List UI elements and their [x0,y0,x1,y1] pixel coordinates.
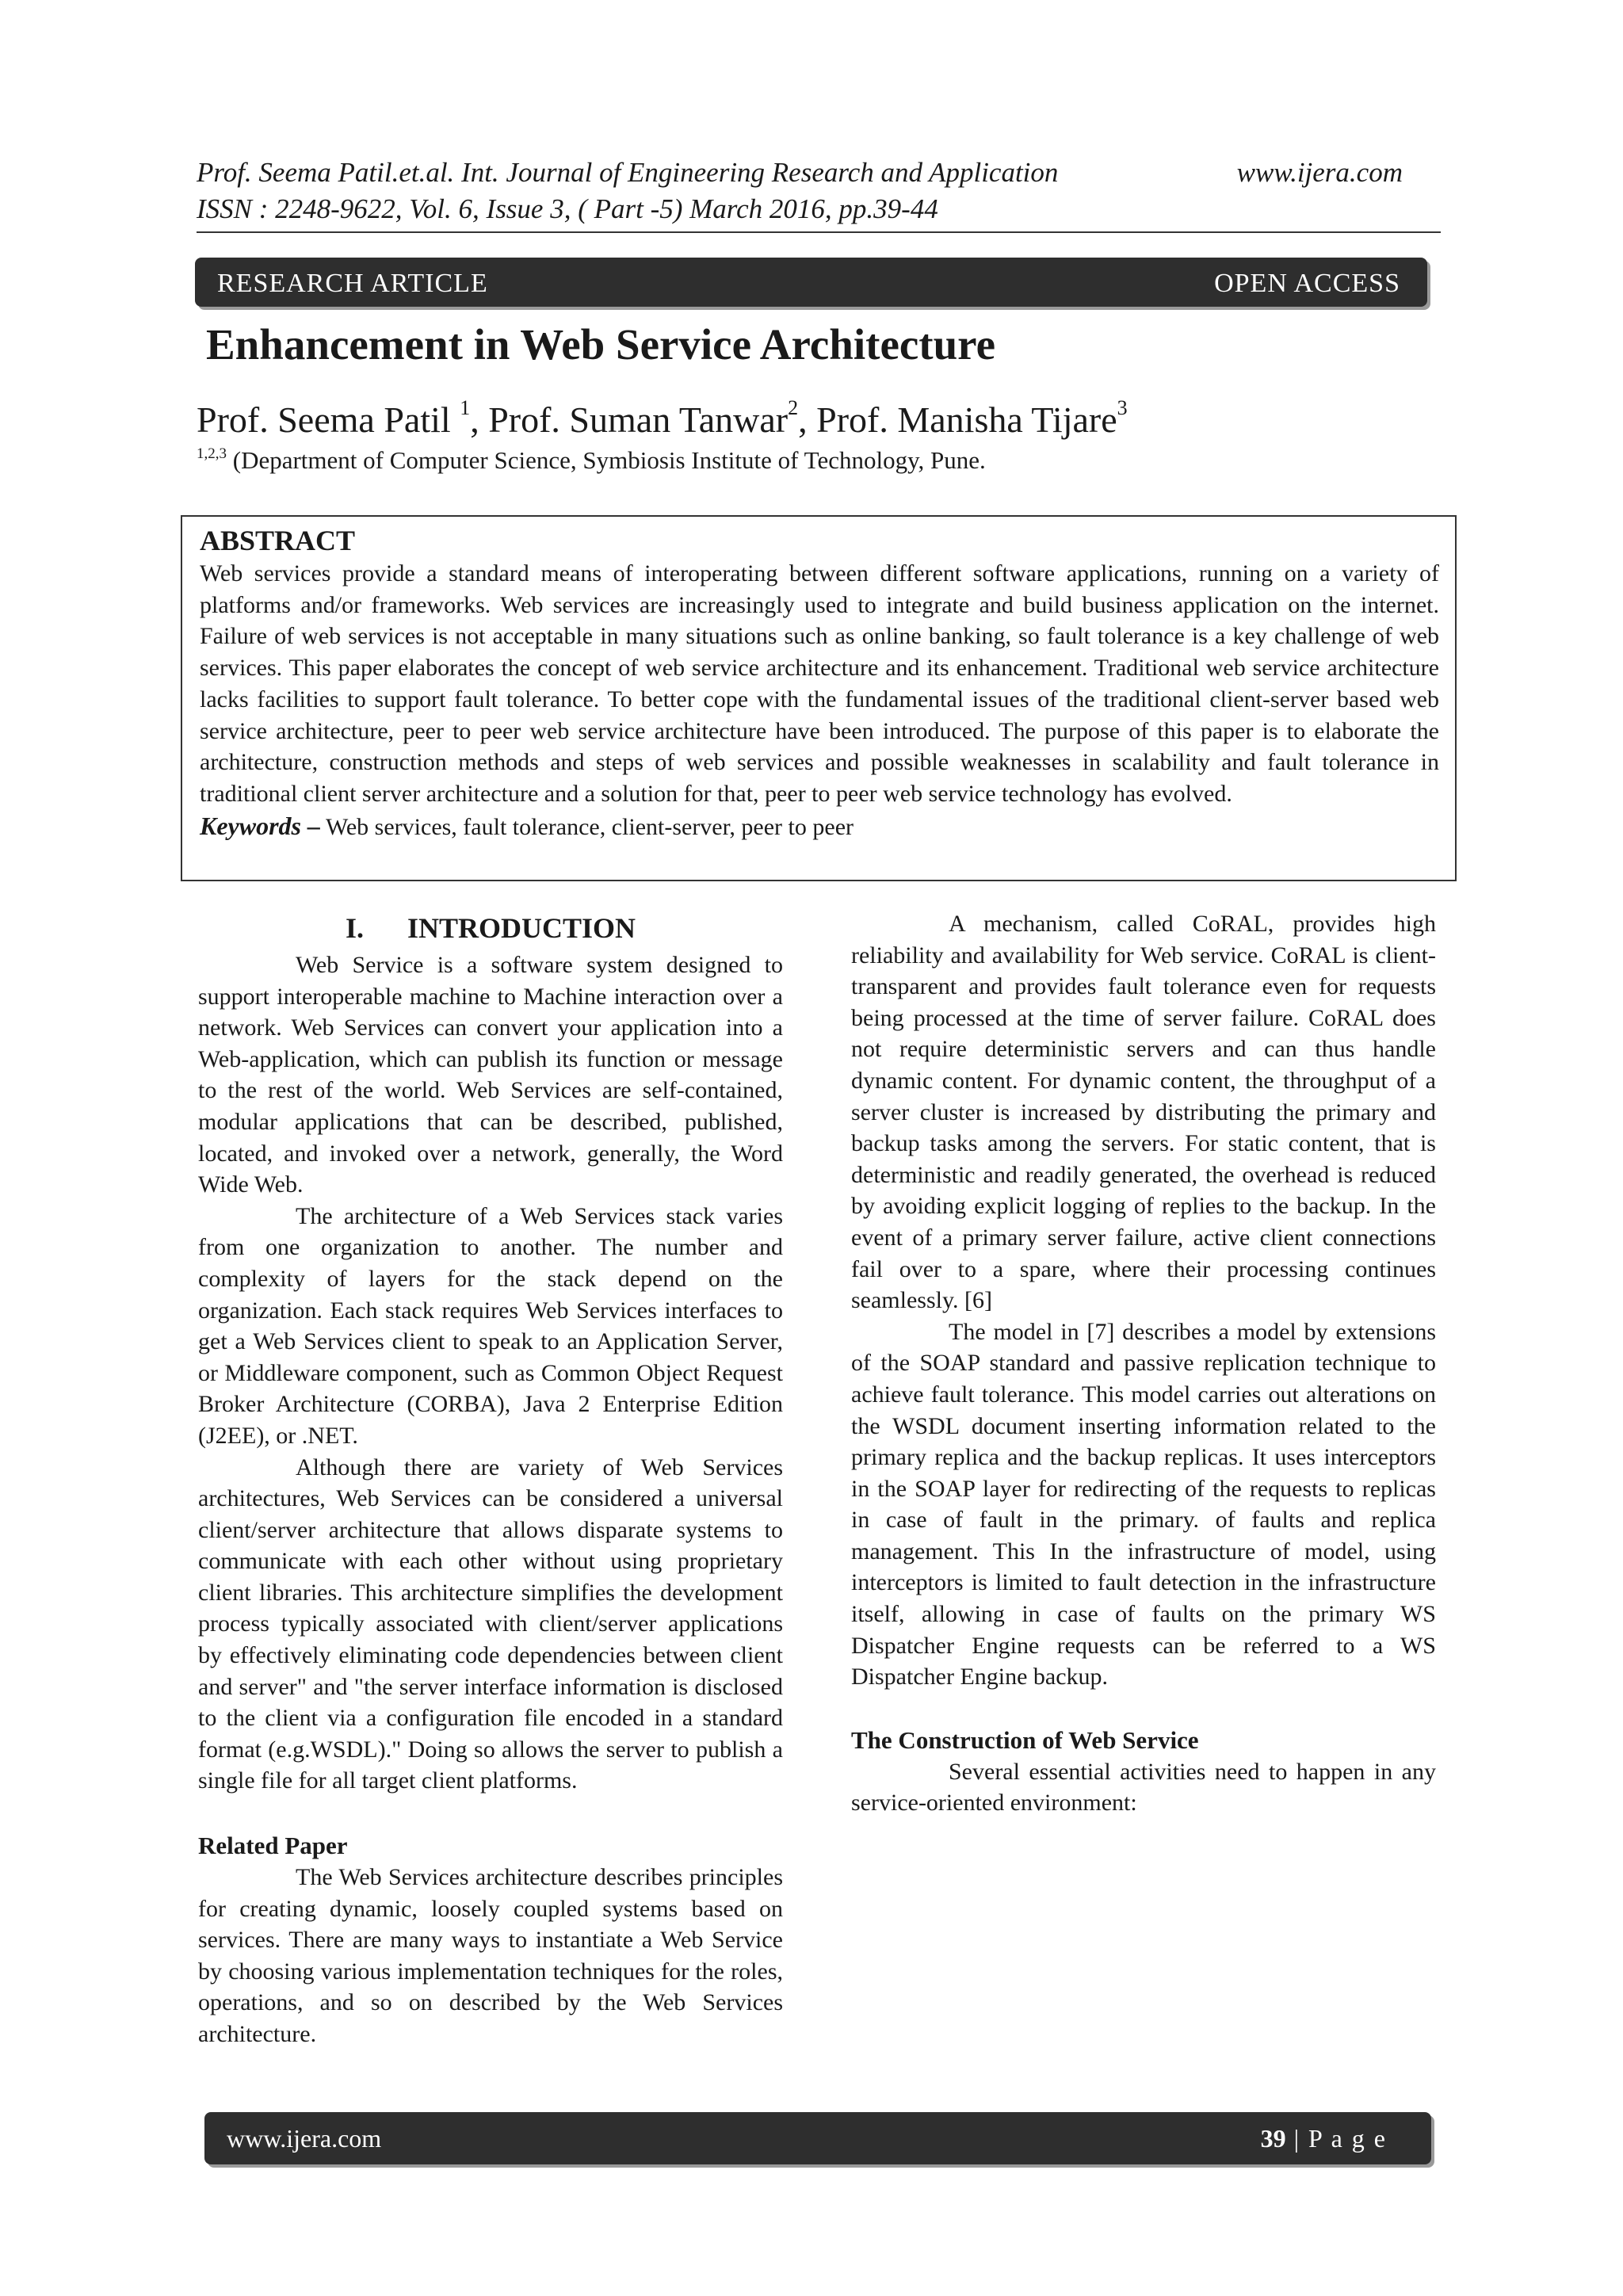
page-footer [204,2112,1431,2164]
author-name: Prof. Suman Tanwar [488,399,789,440]
page-indicator [1261,2124,1387,2153]
author-name: Prof. Seema Patil [197,399,460,440]
intro-paragraph-2: The architecture of a Web Services stack varies from one organization to another. The number and complexity of layers for the stack depend on the organization. Each stack requires Web Services interfaces to get a Web Services client to speak to an Application Server, or Middleware component, such as Common Object Request Broker Architecture (CORBA), Java 2 Enterprise Edition (J2EE), or .NET. [198,1202,783,1449]
footer-website[interactable]: www.ijera.com [227,2124,382,2153]
related-paragraph-3: The model in [7] describes a model by extensions of the SOAP standard and passive replication technique to achieve fault tolerance. This model carries out alterations on the WSDL document inserting information related to the primary replica and the backup replicas. It uses interceptors in the SOAP layer for redirecting of the requests to replicas in case of fault in the primary. of faults and replica management. This In the infrastructure of model, using interceptors is limited to fault detection in the infrastructure itself, allowing in case of faults on the primary WS Dispatcher Engine requests can be referred to a WS Dispatcher Engine backup. [851,1318,1436,1690]
journal-citation [197,155,1058,227]
intro-paragraph-3: Although there are variety of Web Services architectures, Web Services can be considered a universal client/server architecture that allows disparate systems to communicate with each other without using proprietary client libraries. This architecture simplifies the development process typically associated with client/server applications by effectively eliminating code dependencies between client and server" and "the server interface information is disclosed to the client via a configuration file encoded in a standard format (e.g.WSDL)." Doing so allows the server to publish a single file for all target client platforms. [198,1454,783,1794]
right-column [851,908,1436,1819]
left-column [198,908,783,2050]
research-article-label: RESEARCH ARTICLE [217,269,488,298]
section-heading-introduction [198,908,783,948]
related-paragraph-2: A mechanism, called CoRAL, provides high reliability and availability for Web service. CoRAL is client-transparent and provides fault tolerance even for requests being processed at the time of server failure. CoRAL does not require deterministic servers and can thus handle dynamic content. For dynamic content, the throughput of a server cluster is increased by distributing the primary and backup tasks among the servers. For static content, that is deterministic and readily generated, the overhead is reduced by avoiding explicit logging of replies to the backup. In the event of a primary server failure, active client connections fail over to a spare, where their processing continues seamlessly. [6] [851,911,1436,1314]
keywords-text: Web services, fault tolerance, client-server, peer to peer [320,813,854,840]
affiliation-mark: 1,2,3 [197,445,227,462]
paper-title: Enhancement in Web Service Architecture [206,320,996,369]
author-name: Prof. Manisha Tijare [816,399,1117,440]
abstract-text: Web services provide a standard means of interoperating between different software applications, running on a variety of platforms and/or frameworks. Web services are increasingly used to integrate and build business application on the internet. Failure of web services is not acceptable in many situations such as online banking, so fault tolerance is a key challenge of web services. This paper elaborates the concept of web service architecture and its enhancement. Traditional web service architecture lacks facilities to support fault tolerance. To better cope with the fundamental issues of the traditional client-server based web service architecture, peer to peer web service architecture have been introduced. The purpose of this paper is to elaborate the architecture, construction methods and steps of web services and possible weaknesses in scalability and fault tolerance in traditional client server architecture and a solution for that, peer to peer web service technology has evolved. [200,560,1439,807]
section-title: INTRODUCTION [407,912,636,944]
citation-line-2: ISSN : 2248-9622, Vol. 6, Issue 3, ( Part -5) March 2016, pp.39-44 [197,193,938,224]
intro-paragraph-1: Web Service is a software system designed to support interoperable machine to Machine interaction over a network. Web Services can convert your application into a Web-application, which can publish its function or message to the rest of the world. Web Services are self-contained, modular applications that can be described, published, located, and invoked over a network, generally, the Word Wide Web. [198,952,783,1198]
page-number: 39 [1260,2124,1286,2153]
page-label: | P a g e [1285,2124,1387,2153]
abstract-heading: ABSTRACT [200,525,356,556]
journal-website[interactable]: www.ijera.com [1236,157,1403,188]
author-affil-mark: 3 [1117,396,1128,419]
subsection-heading-related-paper: Related Paper [198,1832,348,1860]
abstract-box [181,515,1457,881]
affiliation [197,444,986,477]
author-list: Prof. Seema Patil $^1$, Prof. Suman Tanwar$^2$, Prof. Manisha Tijare$^3$ [197,396,1128,440]
citation-line-1: Prof. Seema Patil.et.al. Int. Journal of Engineering Research and Application [197,157,1059,188]
keywords-label: Keywords – [200,811,320,840]
section-number: I. [345,912,364,944]
construction-paragraph-1: Several essential activities need to happen in any service-oriented environment: [851,1758,1436,1817]
author-affil-mark: 1 [460,396,471,419]
subsection-heading-construction: The Construction of Web Service [851,1725,1199,1754]
keywords [200,810,1439,843]
header-divider [197,231,1441,233]
related-paragraph-1: The Web Services architecture describes principles for creating dynamic, loosely coupled systems based on services. There are many ways to instantiate a Web Service by choosing various implementation techniques for the roles, operations, and so on described by the Web Services architecture. [198,1864,783,2047]
open-access-label: OPEN ACCESS [1214,269,1400,298]
affiliation-text: (Department of Computer Science, Symbiosis Institute of Technology, Pune. [227,446,986,474]
article-type-banner [195,258,1427,307]
author-affil-mark: 2 [788,396,799,419]
